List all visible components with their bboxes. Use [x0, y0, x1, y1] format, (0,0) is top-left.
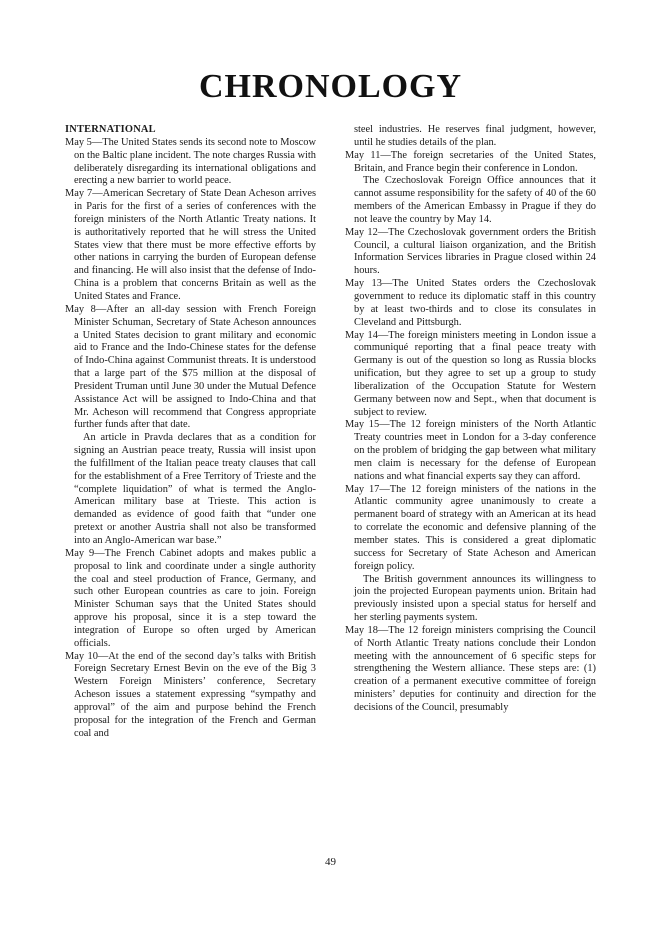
chronology-subparagraph: An article in Pravda declares that as a condition for signing an Austrian peace treaty, Russia will insist upon the fulfillment of the Italian peace treaty clauses that call for the establishment of a Free Territory of Trieste and the “complete liquidation” of what is termed the Anglo-American military base at Trieste. This action is demanded as evidence of good faith that “under one pretext or another Austria shall not also be transformed into an Anglo-American war base.” [74, 432, 316, 546]
chronology-entry: May 15—The 12 foreign ministers of the North Atlantic Treaty countries meet in London for a 3-day conference on the problem of bridging the gap between what military men claim is necessary for the defense of European nations and what financial experts say they can afford. [345, 419, 596, 482]
chronology-entry: May 11—The foreign secretaries of the United States, Britain, and France begin their conference in London. [345, 149, 596, 174]
chronology-subparagraph: The British government announces its willingness to join the projected European payments union. Britain had previously insisted upon a special status for herself and her sterling payments system. [354, 573, 596, 624]
chronology-entry: May 10—At the end of the second day’s talks with British Foreign Secretary Ernest Bevin on the eve of the Big 3 Western Foreign Ministers’ conference, Secretary Acheson issues a statement expressing “sympathy and approval” of the aim and purpose behind the French proposal for the integration of the French and German coal and [65, 650, 316, 739]
chronology-entry: May 9—The French Cabinet adopts and makes public a proposal to link and coordinate under a single authority the coal and steel production of France, Germany, and such other European countries as care to join. Foreign Minister Schuman says that the United States should approve his proposal, since it is a step toward the integration of Europe so often urged by American officials. [65, 547, 316, 649]
chronology-entry: May 8—After an all-day session with French Foreign Minister Schuman, Secretary of State Acheson announces a United States decision to grant military and economic aid to France and the Indo-Chinese states for the defense of Indo-China against Communist threats. It is understood that a large part of the $75 million at the disposal of President Truman until June 30 under the Mutual Defence Assistance Act will be assigned to Indo-China and that Mr. Acheson will recommend that Congress appropriate further funds after that date. [65, 303, 316, 431]
page-number: 49 [325, 856, 336, 868]
chronology-continuation: steel industries. He reserves final judgment, however, until he studies details of the plan. [354, 124, 596, 148]
chronology-subparagraph: The Czechoslovak Foreign Office announces that it cannot assume responsibility for the safety of 40 of the 60 members of the American Embassy in Prague if they do not leave the country by May 14. [354, 175, 596, 225]
right-column [345, 124, 596, 715]
page-title: CHRONOLOGY [198, 68, 463, 105]
chronology-entry: May 13—The United States orders the Czechoslovak government to reduce its diplomatic staff in this country by at least two-thirds and to close its consulates in Cleveland and Pittsburgh. [345, 278, 596, 328]
chronology-entry: May 17—The 12 foreign ministers of the nations in the Atlantic community agree unanimously to create a permanent board of strategy with an American at its head to correlate the economic and defensive planning of the member states. This is considered a great diplomatic success for Secretary of State Acheson and American foreign policy. [345, 483, 596, 572]
chronology-entry: May 12—The Czechoslovak government orders the British Council, a cultural liaison organization, and the British Information Services libraries in Prague closed within 24 hours. [345, 226, 596, 277]
chronology-entry: May 5—The United States sends its second note to Moscow on the Baltic plane incident. The note charges Russia with deliberately disregarding its international obligations and erecting a new barrier to world peace. [65, 136, 316, 187]
chronology-entry: May 7—American Secretary of State Dean Acheson arrives in Paris for the first of a series of conferences with the foreign ministers of the North Atlantic Treaty nations. It is authoritatively reported that he will stress the United States view that there must be more effective efforts by other nations in carrying the burden of European defense and financing. He will also insist that the defense of Indo-China is a problem that concerns Britain as well as the United States and France. [65, 188, 316, 302]
section-heading: INTERNATIONAL [65, 124, 156, 135]
chronology-entry: May 14—The foreign ministers meeting in London issue a communiqué reporting that a final peace treaty with Germany is out of the question so long as Russia blocks unification, but they agree to set up a group to study liberalization of the Occupation Statute for Western Germany between now and Sept., when that document is subject to review. [345, 329, 596, 418]
chronology-entry: May 18—The 12 foreign ministers comprising the Council of North Atlantic Treaty nations conclude their London meeting with the announcement of 6 specific steps for strengthening the Western alliance. These steps are: (1) creation of a permanent executive committee of foreign ministers’ deputies for continuity and direction for the decisions of the Council, presumably [345, 624, 596, 713]
left-column [65, 124, 316, 741]
